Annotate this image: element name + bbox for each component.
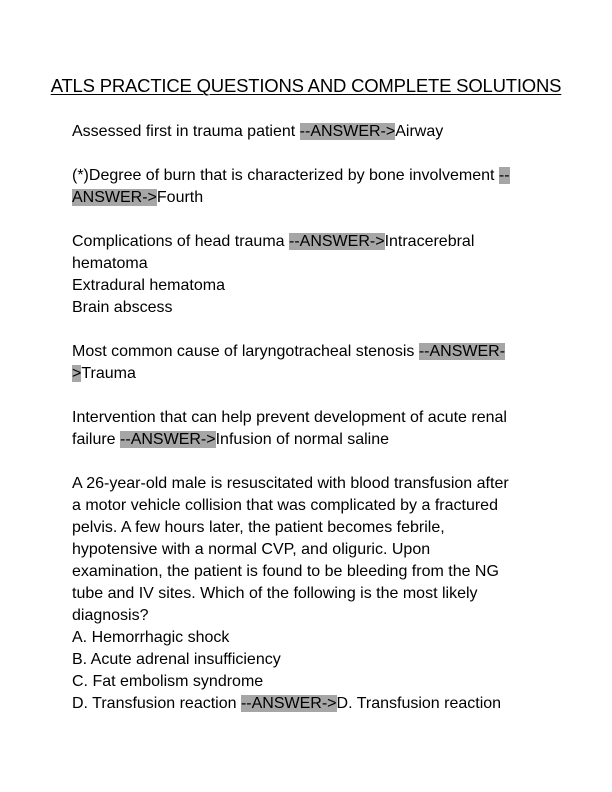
qa-item — [72, 231, 542, 319]
question-text: Intervention that can help prevent development of acute renal — [72, 409, 507, 426]
qa-item — [72, 121, 542, 143]
answer-marker: --ANSWER-> — [299, 123, 396, 140]
question-text: pelvis. A few hours later, the patient becomes febrile, — [72, 519, 445, 536]
answer-text: Brain abscess — [72, 299, 173, 316]
answer-text: Intracerebral — [384, 233, 475, 250]
question-text: diagnosis? — [72, 607, 149, 624]
question-text: Assessed first in trauma patient — [72, 123, 300, 140]
option-b: B. Acute adrenal insufficiency — [72, 651, 281, 668]
answer-marker: --ANSWER-> — [240, 695, 337, 712]
qa-item — [72, 341, 542, 385]
answer-marker: ANSWER-> — [72, 189, 157, 206]
answer-text: Extradural hematoma — [72, 277, 225, 294]
question-text: A 26-year-old male is resuscitated with blood transfusion after — [72, 475, 509, 492]
answer-text: D. Transfusion reaction — [336, 695, 502, 712]
answer-marker: --ANSWER- — [418, 343, 506, 360]
qa-item — [72, 165, 542, 209]
answer-text: Fourth — [156, 189, 204, 206]
question-text: examination, the patient is found to be bleeding from the NG — [72, 563, 499, 580]
option-c: C. Fat embolism syndrome — [72, 673, 264, 690]
document-title: ATLS PRACTICE QUESTIONS AND COMPLETE SOLUTIONS — [50, 75, 562, 96]
answer-text: Infusion of normal saline — [215, 431, 390, 448]
answer-text: Airway — [395, 123, 444, 140]
question-text: Complications of head trauma — [72, 233, 289, 250]
question-text: Most common cause of laryngotracheal stenosis — [72, 343, 419, 360]
option-d: D. Transfusion reaction — [72, 695, 241, 712]
answer-marker: -- — [498, 167, 510, 184]
answer-text: hematoma — [72, 255, 148, 272]
document-body — [72, 121, 542, 737]
qa-item — [72, 407, 542, 451]
answer-marker: > — [72, 365, 82, 382]
answer-text: Trauma — [81, 365, 136, 382]
answer-marker: --ANSWER-> — [120, 431, 216, 448]
question-text: tube and IV sites. Which of the following is the most likely — [72, 585, 478, 602]
question-text: (*)Degree of burn that is characterized by bone involvement — [72, 167, 499, 184]
question-text: a motor vehicle collision that was complicated by a fractured — [72, 497, 498, 514]
answer-marker: --ANSWER-> — [289, 233, 385, 250]
qa-item — [72, 473, 542, 715]
option-a: A. Hemorrhagic shock — [72, 629, 230, 646]
question-text: hypotensive with a normal CVP, and oliguric. Upon — [72, 541, 431, 558]
question-text: failure — [72, 431, 121, 448]
